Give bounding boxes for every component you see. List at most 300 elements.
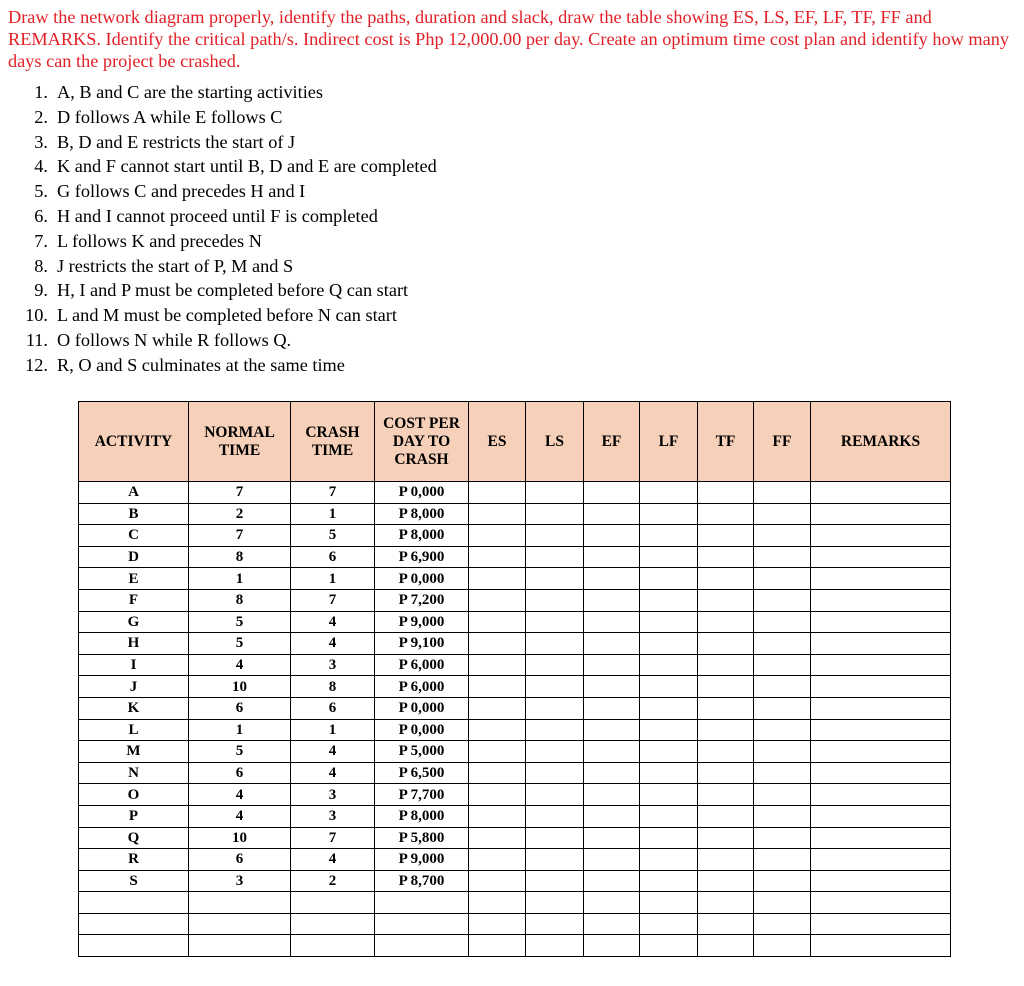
cell-tf: [698, 654, 754, 676]
cell-cost-per-day: P 8,000: [375, 525, 469, 547]
cell-cost-per-day: P 7,200: [375, 589, 469, 611]
cell-ef: [584, 654, 640, 676]
cell-ls: [526, 741, 584, 763]
cell-es: [469, 805, 526, 827]
cell-activity: R: [79, 849, 189, 871]
rule-number: 3.: [34, 131, 48, 152]
header-tf: TF: [698, 402, 754, 482]
cell-normal-time: 4: [189, 654, 291, 676]
cell-ef: [584, 762, 640, 784]
cell-ef: [584, 719, 640, 741]
rule-item: [16, 353, 437, 378]
table-row: [79, 849, 951, 871]
cell-ff: [754, 805, 811, 827]
cell-remarks: [811, 525, 951, 547]
precedence-rules-list: [16, 80, 437, 378]
rule-item: [16, 154, 437, 179]
cell-activity: I: [79, 654, 189, 676]
cell-ef: [584, 676, 640, 698]
cell-empty: [291, 913, 375, 935]
cell-crash-time: 4: [291, 762, 375, 784]
cell-crash-time: 7: [291, 482, 375, 504]
rule-text: D follows A while E follows C: [57, 106, 283, 127]
cell-remarks: [811, 805, 951, 827]
cell-crash-time: 3: [291, 654, 375, 676]
cell-ls: [526, 805, 584, 827]
cell-cost-per-day: P 6,000: [375, 654, 469, 676]
cell-activity: S: [79, 870, 189, 892]
rule-item: [16, 303, 437, 328]
cell-ef: [584, 611, 640, 633]
table-row: [79, 719, 951, 741]
cell-crash-time: 4: [291, 633, 375, 655]
table-row: [79, 568, 951, 590]
cell-remarks: [811, 870, 951, 892]
rule-number: 1.: [34, 82, 48, 102]
cell-ls: [526, 568, 584, 590]
rule-item: [16, 130, 437, 155]
cell-empty: [189, 935, 291, 957]
cell-normal-time: 8: [189, 546, 291, 568]
rule-number: 12.: [25, 354, 48, 375]
cell-activity: A: [79, 482, 189, 504]
cell-crash-time: 6: [291, 697, 375, 719]
cell-ls: [526, 762, 584, 784]
rule-text: O follows N while R follows Q.: [57, 329, 292, 350]
table-row: [79, 654, 951, 676]
cell-ff: [754, 503, 811, 525]
cell-empty: [640, 892, 698, 914]
cell-activity: Q: [79, 827, 189, 849]
cell-tf: [698, 784, 754, 806]
cell-cost-per-day: P 9,000: [375, 611, 469, 633]
cell-ff: [754, 784, 811, 806]
cell-es: [469, 546, 526, 568]
cell-cost-per-day: P 6,900: [375, 546, 469, 568]
cell-empty: [526, 892, 584, 914]
cell-remarks: [811, 719, 951, 741]
cell-cost-per-day: P 8,700: [375, 870, 469, 892]
cell-es: [469, 589, 526, 611]
cell-normal-time: 5: [189, 611, 291, 633]
cell-normal-time: 5: [189, 633, 291, 655]
cell-empty: [189, 913, 291, 935]
table-row: [79, 503, 951, 525]
cell-ls: [526, 525, 584, 547]
cell-empty: [754, 935, 811, 957]
cell-ef: [584, 546, 640, 568]
rule-text: R, O and S culminates at the same time: [57, 354, 345, 375]
cell-ff: [754, 568, 811, 590]
table-row: [79, 697, 951, 719]
cell-normal-time: 3: [189, 870, 291, 892]
cell-ff: [754, 611, 811, 633]
cell-ls: [526, 676, 584, 698]
cell-ff: [754, 762, 811, 784]
cell-empty: [526, 913, 584, 935]
cell-empty: [469, 892, 526, 914]
cell-empty: [698, 913, 754, 935]
header-normal-time: NORMAL TIME: [189, 402, 291, 482]
cell-tf: [698, 870, 754, 892]
cell-remarks: [811, 633, 951, 655]
cell-crash-time: 6: [291, 546, 375, 568]
cell-remarks: [811, 503, 951, 525]
cell-ef: [584, 805, 640, 827]
cell-ef: [584, 697, 640, 719]
cell-tf: [698, 676, 754, 698]
cell-normal-time: 10: [189, 676, 291, 698]
cell-crash-time: 7: [291, 827, 375, 849]
cell-remarks: [811, 741, 951, 763]
cell-ff: [754, 827, 811, 849]
cell-cost-per-day: P 9,000: [375, 849, 469, 871]
cell-tf: [698, 568, 754, 590]
table-row: [79, 805, 951, 827]
cell-empty: [79, 935, 189, 957]
cell-activity: E: [79, 568, 189, 590]
cell-remarks: [811, 611, 951, 633]
cell-crash-time: 2: [291, 870, 375, 892]
cell-ef: [584, 525, 640, 547]
cell-es: [469, 568, 526, 590]
cell-cost-per-day: P 7,700: [375, 784, 469, 806]
cell-empty: [698, 892, 754, 914]
cell-normal-time: 7: [189, 482, 291, 504]
cell-empty: [584, 935, 640, 957]
rule-text: K and F cannot start until B, D and E are completed: [57, 156, 437, 177]
cell-ef: [584, 589, 640, 611]
cell-empty: [79, 913, 189, 935]
cell-empty: [811, 913, 951, 935]
cell-activity: H: [79, 633, 189, 655]
cell-lf: [640, 697, 698, 719]
cell-ef: [584, 482, 640, 504]
table-row: [79, 546, 951, 568]
cell-lf: [640, 482, 698, 504]
cell-ff: [754, 589, 811, 611]
cell-crash-time: 4: [291, 741, 375, 763]
rule-text: J restricts the start of P, M and S: [57, 255, 294, 276]
problem-text: Draw the network diagram properly, identify the paths, duration and slack, draw the table showing ES, LS, EF, LF, TF, FF and REMARKS. Identify the critical path/s. Indirect cost is Php 12,000.00 per day. Create an optimum time cost plan and identify how many days can the project be crashed.: [8, 7, 1010, 71]
table-body: [79, 482, 951, 957]
cell-lf: [640, 503, 698, 525]
cell-lf: [640, 633, 698, 655]
cell-es: [469, 654, 526, 676]
header-crash-time: CRASH TIME: [291, 402, 375, 482]
cell-cost-per-day: P 0,000: [375, 697, 469, 719]
cell-ls: [526, 849, 584, 871]
cell-tf: [698, 503, 754, 525]
rule-text: B, D and E restricts the start of J: [57, 131, 296, 152]
cell-ls: [526, 784, 584, 806]
table-row: [79, 741, 951, 763]
rule-text: G follows C and precedes H and I: [57, 181, 306, 202]
rule-item: [16, 254, 437, 279]
cell-empty: [375, 935, 469, 957]
rule-number: 10.: [25, 305, 48, 326]
cell-lf: [640, 805, 698, 827]
rule-text: L follows K and precedes N: [57, 230, 262, 251]
cell-activity: B: [79, 503, 189, 525]
rule-item: [16, 80, 437, 105]
cell-es: [469, 784, 526, 806]
cell-empty: [469, 913, 526, 935]
cell-tf: [698, 482, 754, 504]
cell-normal-time: 6: [189, 849, 291, 871]
table-row-blank: [79, 935, 951, 957]
cell-ls: [526, 654, 584, 676]
cell-lf: [640, 870, 698, 892]
table-row-blank: [79, 892, 951, 914]
cell-crash-time: 4: [291, 611, 375, 633]
cell-lf: [640, 654, 698, 676]
table-row: [79, 525, 951, 547]
cell-activity: N: [79, 762, 189, 784]
cell-tf: [698, 525, 754, 547]
cell-crash-time: 3: [291, 784, 375, 806]
cell-activity: F: [79, 589, 189, 611]
cell-crash-time: 1: [291, 568, 375, 590]
cell-es: [469, 870, 526, 892]
cell-es: [469, 525, 526, 547]
cell-tf: [698, 546, 754, 568]
cell-remarks: [811, 568, 951, 590]
cell-ff: [754, 482, 811, 504]
table-row: [79, 589, 951, 611]
cell-ff: [754, 546, 811, 568]
cell-remarks: [811, 697, 951, 719]
rule-number: 2.: [34, 106, 48, 127]
cell-empty: [811, 892, 951, 914]
cell-tf: [698, 849, 754, 871]
cell-empty: [698, 935, 754, 957]
cell-ls: [526, 503, 584, 525]
cell-ls: [526, 697, 584, 719]
rule-item: [16, 278, 437, 303]
cell-es: [469, 676, 526, 698]
cell-ff: [754, 741, 811, 763]
rule-item: [16, 204, 437, 229]
header-activity: ACTIVITY: [79, 402, 189, 482]
cell-empty: [811, 935, 951, 957]
cell-cost-per-day: P 0,000: [375, 719, 469, 741]
rule-text: L and M must be completed before N can start: [57, 305, 397, 326]
cell-normal-time: 10: [189, 827, 291, 849]
schedule-table: [78, 401, 951, 957]
cell-es: [469, 719, 526, 741]
cell-lf: [640, 827, 698, 849]
cell-remarks: [811, 482, 951, 504]
cell-activity: M: [79, 741, 189, 763]
cell-tf: [698, 741, 754, 763]
cell-normal-time: 4: [189, 805, 291, 827]
cell-es: [469, 697, 526, 719]
cell-crash-time: 4: [291, 849, 375, 871]
rule-number: 11.: [25, 329, 48, 350]
cell-empty: [291, 892, 375, 914]
cell-empty: [375, 892, 469, 914]
cell-crash-time: 7: [291, 589, 375, 611]
cell-normal-time: 6: [189, 762, 291, 784]
cell-lf: [640, 762, 698, 784]
cell-ff: [754, 654, 811, 676]
cell-ff: [754, 525, 811, 547]
cell-ls: [526, 546, 584, 568]
cell-ef: [584, 849, 640, 871]
rule-number: 5.: [34, 181, 48, 202]
cell-lf: [640, 546, 698, 568]
cell-remarks: [811, 589, 951, 611]
cell-cost-per-day: P 5,800: [375, 827, 469, 849]
cell-lf: [640, 784, 698, 806]
cell-crash-time: 8: [291, 676, 375, 698]
cell-cost-per-day: P 6,000: [375, 676, 469, 698]
cell-crash-time: 3: [291, 805, 375, 827]
rule-text: H, I and P must be completed before Q can start: [57, 280, 409, 301]
problem-statement: [8, 6, 1016, 72]
rule-item: [16, 229, 437, 254]
cell-ef: [584, 741, 640, 763]
cell-normal-time: 4: [189, 784, 291, 806]
cell-normal-time: 7: [189, 525, 291, 547]
cell-lf: [640, 849, 698, 871]
header-cost-per-day: COST PER DAY TO CRASH: [375, 402, 469, 482]
rule-text: A, B and C are the starting activities: [57, 82, 324, 102]
cell-normal-time: 8: [189, 589, 291, 611]
cell-empty: [584, 913, 640, 935]
cell-es: [469, 827, 526, 849]
table-row: [79, 611, 951, 633]
cell-lf: [640, 568, 698, 590]
cell-es: [469, 503, 526, 525]
cell-es: [469, 741, 526, 763]
rule-text: H and I cannot proceed until F is completed: [57, 205, 378, 226]
cell-ls: [526, 482, 584, 504]
cell-activity: O: [79, 784, 189, 806]
cell-crash-time: 1: [291, 719, 375, 741]
cell-normal-time: 2: [189, 503, 291, 525]
cell-crash-time: 1: [291, 503, 375, 525]
cell-tf: [698, 697, 754, 719]
cell-tf: [698, 633, 754, 655]
cell-remarks: [811, 827, 951, 849]
cell-ef: [584, 503, 640, 525]
cell-empty: [291, 935, 375, 957]
cell-cost-per-day: P 0,000: [375, 482, 469, 504]
table-row: [79, 633, 951, 655]
rule-number: 6.: [34, 205, 48, 226]
cell-ff: [754, 849, 811, 871]
cell-activity: G: [79, 611, 189, 633]
cell-empty: [754, 892, 811, 914]
rule-number: 8.: [34, 255, 48, 276]
cell-ls: [526, 611, 584, 633]
cell-empty: [754, 913, 811, 935]
cell-activity: L: [79, 719, 189, 741]
cell-empty: [79, 892, 189, 914]
cell-ls: [526, 589, 584, 611]
cell-ff: [754, 870, 811, 892]
table-row-blank: [79, 913, 951, 935]
cell-lf: [640, 676, 698, 698]
cell-activity: P: [79, 805, 189, 827]
cell-activity: C: [79, 525, 189, 547]
cell-normal-time: 1: [189, 568, 291, 590]
cell-remarks: [811, 654, 951, 676]
cell-ff: [754, 697, 811, 719]
cell-empty: [469, 935, 526, 957]
cell-remarks: [811, 762, 951, 784]
table-row: [79, 827, 951, 849]
cell-normal-time: 1: [189, 719, 291, 741]
cell-normal-time: 5: [189, 741, 291, 763]
cell-cost-per-day: P 0,000: [375, 568, 469, 590]
cell-lf: [640, 589, 698, 611]
cell-cost-per-day: P 8,000: [375, 805, 469, 827]
cell-activity: K: [79, 697, 189, 719]
cell-es: [469, 762, 526, 784]
cell-ls: [526, 719, 584, 741]
cell-activity: D: [79, 546, 189, 568]
table-row: [79, 762, 951, 784]
cell-ls: [526, 827, 584, 849]
cell-lf: [640, 741, 698, 763]
cell-empty: [584, 892, 640, 914]
cell-ef: [584, 633, 640, 655]
cell-lf: [640, 525, 698, 547]
cell-activity: J: [79, 676, 189, 698]
rule-item: [16, 328, 437, 353]
cell-ef: [584, 870, 640, 892]
cell-cost-per-day: P 8,000: [375, 503, 469, 525]
cell-cost-per-day: P 9,100: [375, 633, 469, 655]
cell-tf: [698, 589, 754, 611]
cell-tf: [698, 827, 754, 849]
cell-crash-time: 5: [291, 525, 375, 547]
header-ef: EF: [584, 402, 640, 482]
cell-normal-time: 6: [189, 697, 291, 719]
cell-es: [469, 482, 526, 504]
cell-empty: [640, 935, 698, 957]
cell-empty: [640, 913, 698, 935]
cell-ff: [754, 719, 811, 741]
header-lf: LF: [640, 402, 698, 482]
cell-ls: [526, 633, 584, 655]
cell-empty: [189, 892, 291, 914]
cell-lf: [640, 611, 698, 633]
cell-es: [469, 849, 526, 871]
cell-remarks: [811, 676, 951, 698]
cell-es: [469, 611, 526, 633]
table-row: [79, 870, 951, 892]
cell-tf: [698, 611, 754, 633]
cell-ef: [584, 784, 640, 806]
header-ff: FF: [754, 402, 811, 482]
cell-es: [469, 633, 526, 655]
cell-tf: [698, 805, 754, 827]
cell-lf: [640, 719, 698, 741]
table-row: [79, 784, 951, 806]
cell-ls: [526, 870, 584, 892]
cell-tf: [698, 762, 754, 784]
cell-empty: [526, 935, 584, 957]
cell-remarks: [811, 546, 951, 568]
rule-item: [16, 179, 437, 204]
rule-number: 7.: [34, 230, 48, 251]
cell-remarks: [811, 849, 951, 871]
cell-ff: [754, 676, 811, 698]
